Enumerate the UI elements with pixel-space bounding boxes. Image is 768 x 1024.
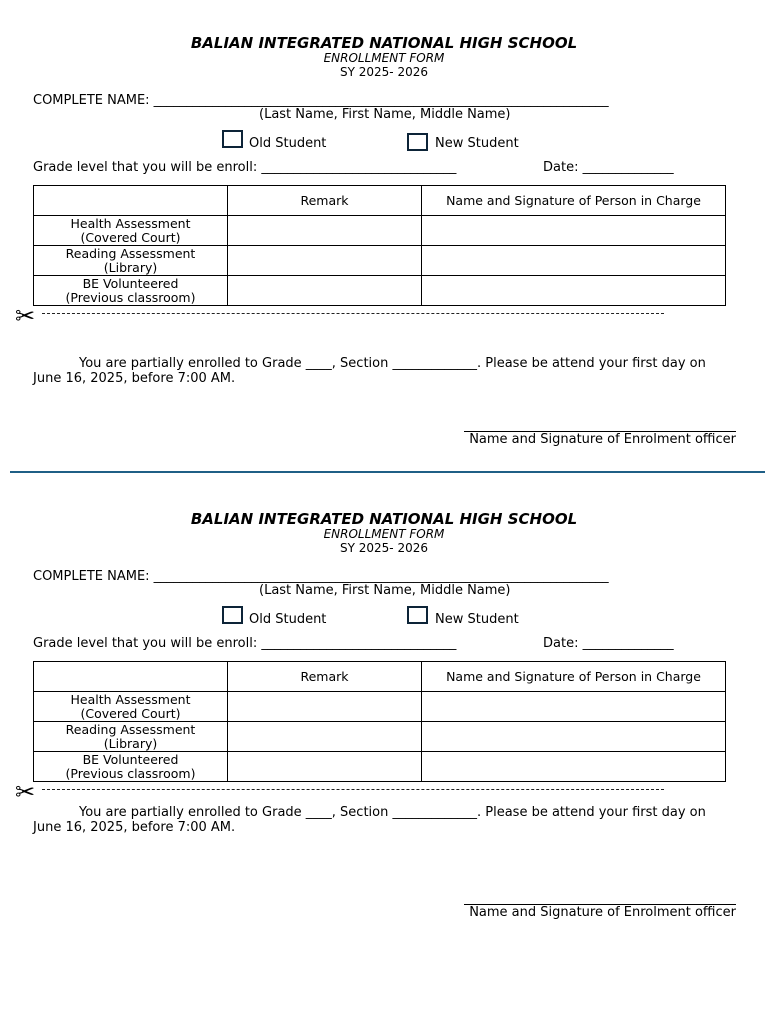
enrollment-slip-text: You are partially enrolled to Grade ____, Section _____________. Please be attend your first day on June 16, 2025, before 7:00 AM. — [33, 805, 706, 835]
signature-caption: Name and Signature of Enrolment officer — [469, 432, 736, 447]
row-label: Reading Assessment (Library) — [34, 246, 228, 276]
signature-cell[interactable] — [422, 722, 726, 752]
table-row — [34, 752, 726, 782]
table-row — [34, 216, 726, 246]
signature-cell[interactable] — [422, 752, 726, 782]
remark-cell[interactable] — [228, 752, 422, 782]
old-student-label: Old Student — [249, 136, 327, 151]
row-label: BE Volunteered (Previous classroom) — [34, 276, 228, 306]
enrollment-slip-text: You are partially enrolled to Grade ____, Section _____________. Please be attend your first day on June 16, 2025, before 7:00 AM. — [33, 356, 706, 386]
table-header-row — [34, 186, 726, 216]
old-student-checkbox[interactable] — [222, 130, 243, 148]
form-title: ENROLLMENT FORM — [323, 527, 445, 541]
signature-cell[interactable] — [422, 216, 726, 246]
row-label: BE Volunteered (Previous classroom) — [34, 752, 228, 782]
enrollment-form-2 — [0, 476, 768, 946]
header-remark: Remark — [228, 186, 422, 216]
table-row — [34, 692, 726, 722]
date-field[interactable]: Date: ______________ — [543, 636, 674, 651]
signature-cell[interactable] — [422, 276, 726, 306]
grade-level-field[interactable]: Grade level that you will be enroll: ______________________________ — [33, 636, 457, 651]
name-hint: (Last Name, First Name, Middle Name) — [259, 583, 511, 598]
remark-cell[interactable] — [228, 246, 422, 276]
cut-line — [42, 313, 664, 314]
table-header-row — [34, 662, 726, 692]
scissors-icon: ✂ — [15, 302, 36, 330]
cut-line — [42, 789, 664, 790]
new-student-label: New Student — [435, 136, 519, 151]
header-blank — [34, 662, 228, 692]
table-row — [34, 246, 726, 276]
scissors-icon: ✂ — [15, 778, 36, 806]
signature-cell[interactable] — [422, 246, 726, 276]
grade-level-field[interactable]: Grade level that you will be enroll: ______________________________ — [33, 160, 457, 175]
school-year: SY 2025- 2026 — [340, 65, 428, 79]
date-field[interactable]: Date: ______________ — [543, 160, 674, 175]
row-label: Health Assessment (Covered Court) — [34, 216, 228, 246]
new-student-checkbox[interactable] — [407, 133, 428, 151]
name-hint: (Last Name, First Name, Middle Name) — [259, 107, 511, 122]
header-person-in-charge: Name and Signature of Person in Charge — [422, 186, 726, 216]
remark-cell[interactable] — [228, 722, 422, 752]
new-student-label: New Student — [435, 612, 519, 627]
school-year: SY 2025- 2026 — [340, 541, 428, 555]
enrollment-form-1 — [0, 0, 768, 470]
header-person-in-charge: Name and Signature of Person in Charge — [422, 662, 726, 692]
remark-cell[interactable] — [228, 276, 422, 306]
old-student-label: Old Student — [249, 612, 327, 627]
remark-cell[interactable] — [228, 216, 422, 246]
signature-cell[interactable] — [422, 692, 726, 722]
header-remark: Remark — [228, 662, 422, 692]
old-student-checkbox[interactable] — [222, 606, 243, 624]
remark-cell[interactable] — [228, 692, 422, 722]
signature-caption: Name and Signature of Enrolment officer — [469, 905, 736, 920]
row-label: Health Assessment (Covered Court) — [34, 692, 228, 722]
table-row — [34, 722, 726, 752]
complete-name-field[interactable]: COMPLETE NAME: ______________________________________________________________________ — [33, 569, 609, 584]
school-name: BALIAN INTEGRATED NATIONAL HIGH SCHOOL — [190, 510, 578, 528]
school-name: BALIAN INTEGRATED NATIONAL HIGH SCHOOL — [190, 34, 578, 52]
assessment-table — [33, 185, 726, 306]
complete-name-field[interactable]: COMPLETE NAME: ______________________________________________________________________ — [33, 93, 609, 108]
new-student-checkbox[interactable] — [407, 606, 428, 624]
form-title: ENROLLMENT FORM — [323, 51, 445, 65]
header-blank — [34, 186, 228, 216]
form-divider — [10, 471, 765, 473]
table-row — [34, 276, 726, 306]
assessment-table — [33, 661, 726, 782]
row-label: Reading Assessment (Library) — [34, 722, 228, 752]
